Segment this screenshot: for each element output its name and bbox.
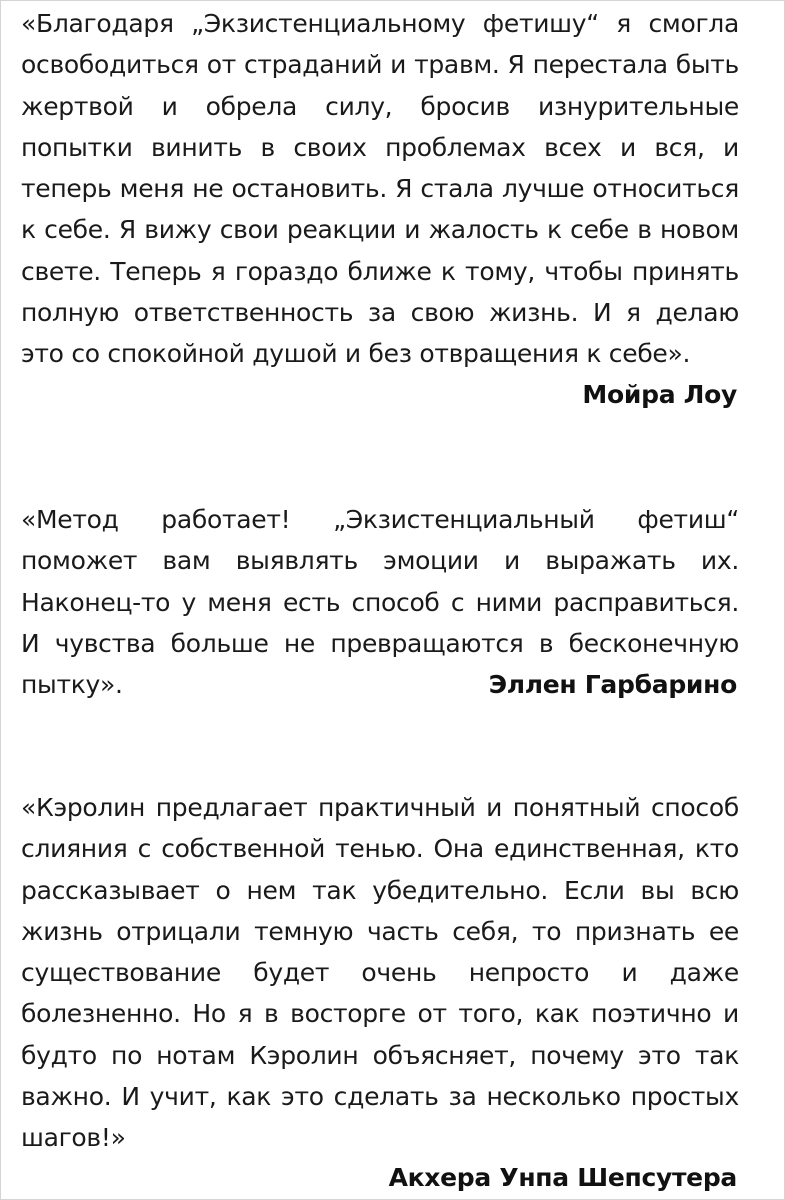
- testimonial-author: Эллен Гарбарино: [488, 670, 737, 699]
- testimonial-quote: «Метод работает! „Экзистенциальный фетиш“ поможет вам выявлять эмоции и выражать их. Наконец-то у меня есть способ с ними расправиться. И чувства больше не превращаются в бесконечную пытку».: [21, 505, 739, 700]
- testimonial-author: Мойра Лоу: [582, 380, 737, 409]
- testimonial-author: Акхера Унпа Шепсутера: [388, 1163, 737, 1192]
- testimonial-quote: «Благодаря „Экзистенциальному фетишу“ я смогла освободиться от страданий и травм. Я перестала быть жертвой и обрела силу, бросив изнурительные попытки винить в своих проблемах всех и вся, и теперь меня не остановить. Я стала лучше относиться к себе. Я вижу свои реакции и жалость к себе в новом свете. Теперь я гораздо ближе к тому, чтобы принять полную ответственность за свою жизнь. И я делаю это со спокойной душой и без отвращения к себе».: [21, 9, 739, 369]
- testimonial-quote: «Кэролин предлагает практичный и понятный способ слияния с собственной тенью. Она единственная, кто рассказывает о нем так убедительно. Если вы всю жизнь отрицали темную часть себя, то признать ее существование будет очень непросто и даже болезненно. Но я в восторге от того, как поэтично и будто по нотам Кэролин объясняет, почему это так важно. И учит, как это сделать за несколько простых шагов!»: [21, 793, 739, 1153]
